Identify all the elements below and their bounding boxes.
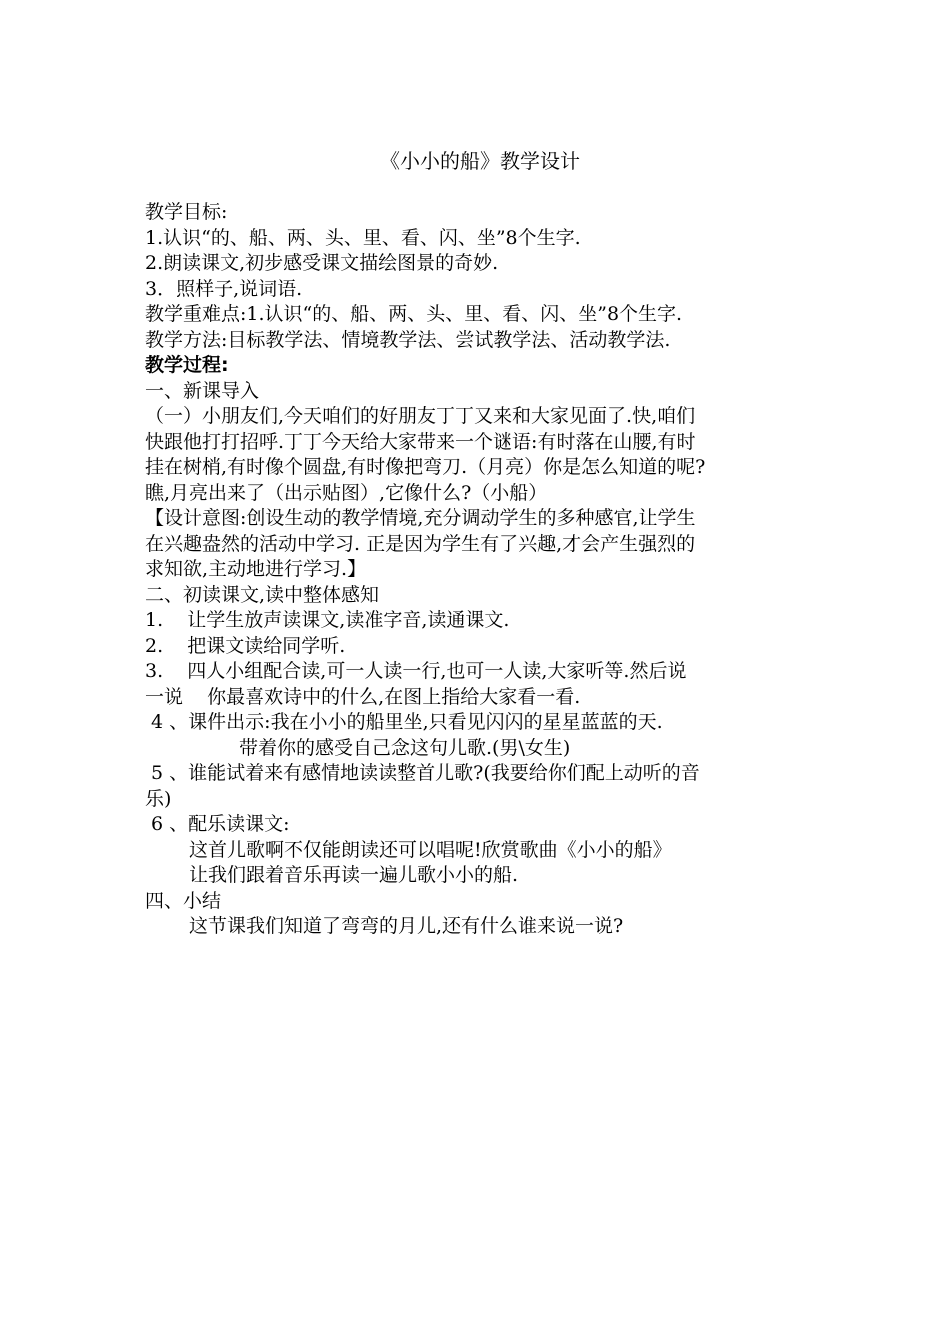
paragraph-line: 快跟他打打招呼.丁丁今天给大家带来一个谜语:有时落在山腰,有时 [145,430,696,453]
goals-heading: 教学目标: [145,201,228,223]
key-points: 教学重难点:1.认识“的、船、两、头、里、看、闪、坐”8个生字. [145,303,683,325]
summary-text: 这节课我们知道了弯弯的月儿,还有什么谁来说一说? [189,915,624,937]
list-item: 1. 让学生放声读课文,读准字音,读通课文. [145,609,510,631]
section-heading: 一、新课导入 [145,379,260,402]
section-heading: 二、初读课文,读中整体感知 [145,583,380,606]
list-item: 4 、课件出示:我在小小的船里坐,只看见闪闪的星星蓝蓝的天. [145,711,663,733]
goal-item: 3．照样子,说词语. [145,277,303,300]
list-item: 这首儿歌啊不仅能朗读还可以唱呢!欣赏歌曲《小小的船》 [189,838,672,861]
process-heading: 教学过程: [145,354,229,376]
paragraph-line: （一）小朋友们,今天咱们的好朋友丁丁又来和大家见面了.快,咱们 [145,405,696,427]
teaching-methods: 教学方法:目标教学法、情境教学法、尝试教学法、活动教学法. [145,328,671,351]
document-title: 《小小的船》教学设计 [380,149,580,173]
list-item: 带着你的感受自己念这句儿歌.(男\女生) [239,736,571,759]
design-intent-line: 【设计意图:创设生动的教学情境,充分调动学生的多种感官,让学生 [145,507,696,529]
list-item: 让我们跟着音乐再读一遍儿歌小小的船. [189,864,519,886]
paragraph-line: 瞧,月亮出来了（出示贴图）,它像什么?（小船） [145,481,548,504]
list-item: 5 、谁能试着来有感情地读读整首儿歌?(我要给你们配上动听的音 [145,762,700,784]
list-item: 乐) [145,787,172,810]
goal-item: 2.朗读课文,初步感受课文描绘图景的奇妙. [145,252,499,274]
list-item: 2. 把课文读给同学听. [145,634,346,657]
list-item: 一说 你最喜欢诗中的什么,在图上指给大家看一看. [145,685,581,708]
list-item: 3. 四人小组配合读,可一人读一行,也可一人读,大家听等.然后说 [145,660,687,682]
paragraph-line: 挂在树梢,有时像个圆盘,有时像把弯刀.（月亮）你是怎么知道的呢? [145,456,706,478]
design-intent-line: 求知欲,主动地进行学习.】 [145,558,367,580]
design-intent-line: 在兴趣盎然的活动中学习. 正是因为学生有了兴趣,才会产生强烈的 [145,532,696,555]
goal-item: 1.认识“的、船、两、头、里、看、闪、坐”8个生字. [145,226,581,249]
document-body [145,200,815,940]
section-heading: 四、小结 [145,889,222,912]
list-item: 6 、配乐读课文: [145,813,290,835]
